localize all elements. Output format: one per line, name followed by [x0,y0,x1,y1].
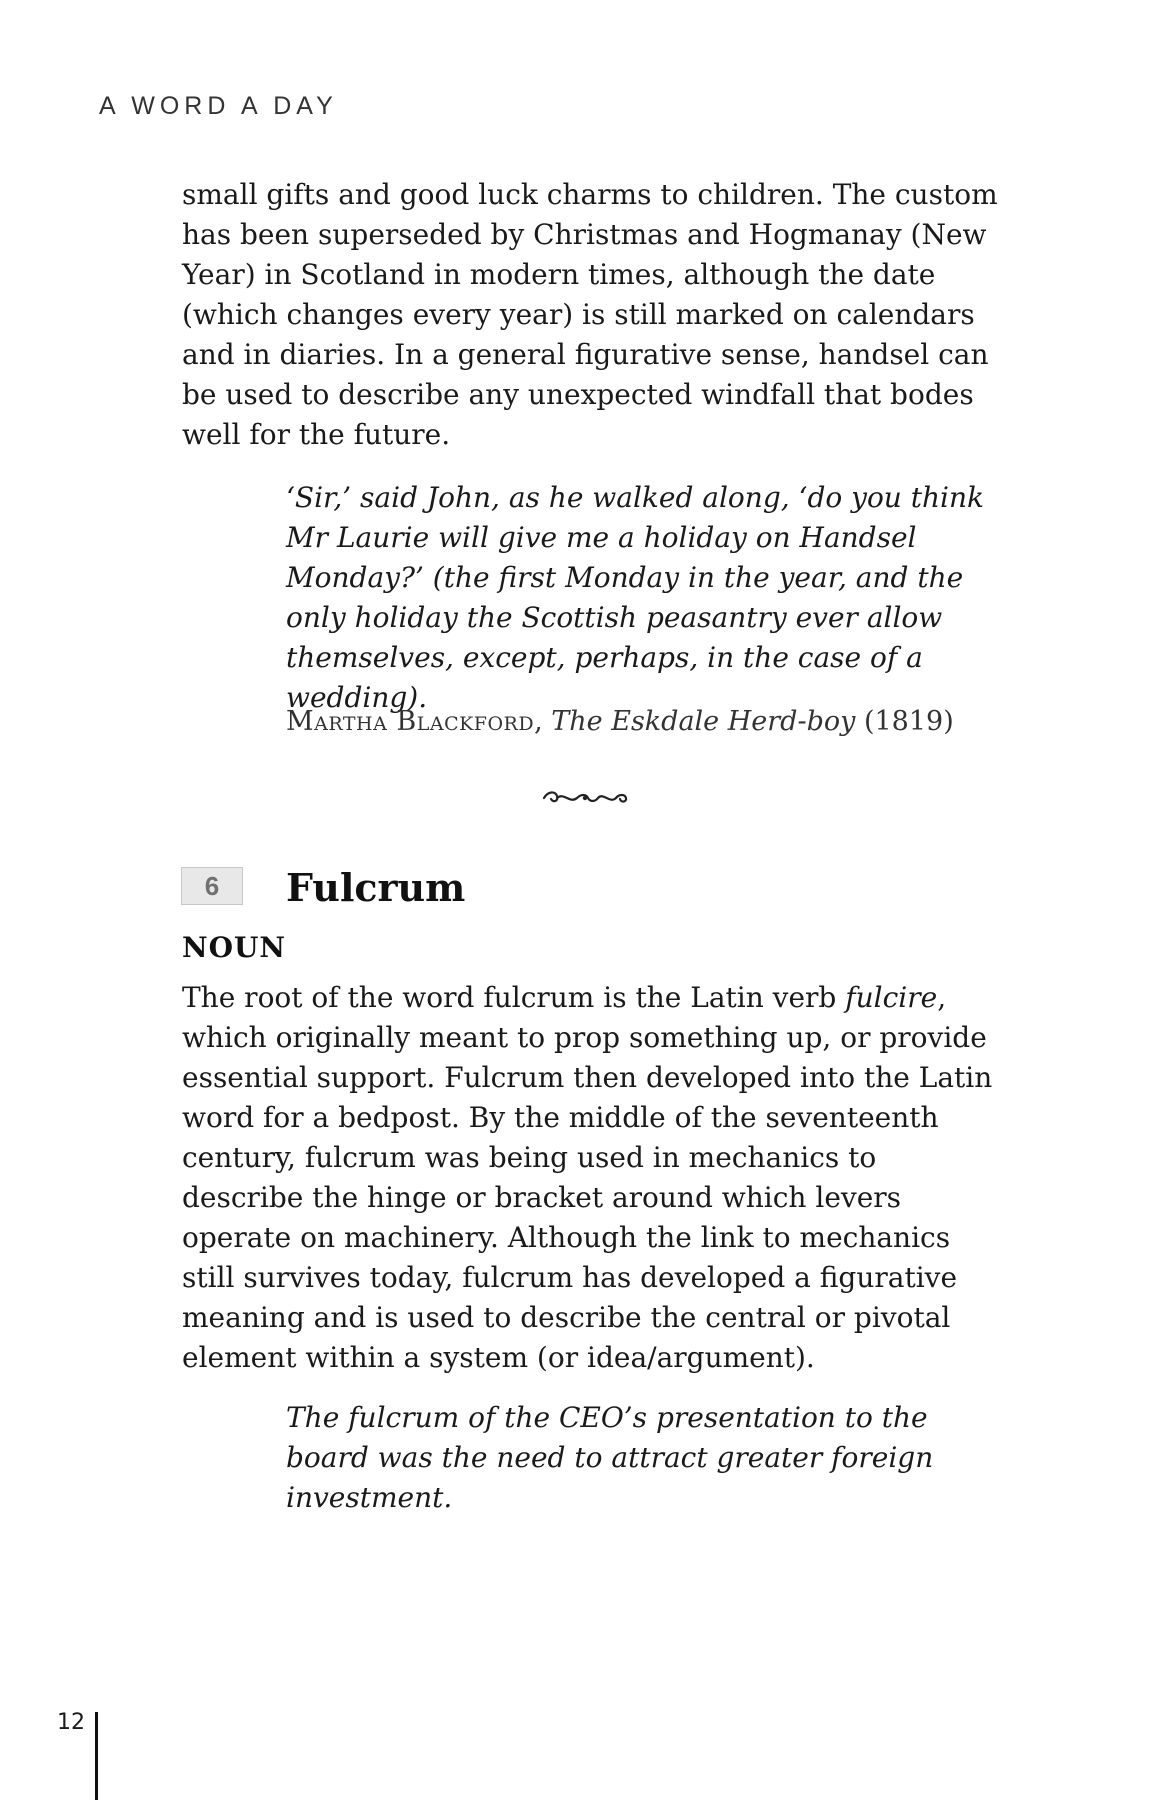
entry-example: The fulcrum of the CEO’s presentation to the board was the need to attract greater foreign investment. [286,1401,934,1514]
definition-text-end: , which originally meant to prop something up, or provide essential support. Fulcrum then developed into the Latin word for a bedpost. By the middle of the seventeenth century, fulcrum was being used in mechanics to describe the hinge or bracket around which levers operate on machinery. Although the link to mechanics still survives today, fulcrum has developed a figurative meaning and is used to describe the central or pivotal element within a system (or idea/argument). [182,981,993,1374]
definition-text-start: The root of the word fulcrum is the Latin verb [182,981,846,1014]
continued-quotation: ‘Sir,’ said John, as he walked along, ‘do you think Mr Laurie will give me a holiday on Handsel Monday?’ (the first Monday in the year, and the only holiday the Scottish peasantry ever allow themselves, except, perhaps, in the case of a wedding). [286,481,984,714]
page-edge-rule [95,1712,98,1800]
definition-latin-term: fulcire [845,981,938,1014]
attribution-year: (1819) [855,706,954,737]
attribution-author: Martha Blackford [286,706,535,737]
quotation-attribution [286,702,954,742]
entry-headword: Fulcrum [286,865,466,910]
entry-part-of-speech: NOUN [182,931,286,964]
entry-number-badge: 6 [181,867,243,905]
entry-definition [182,978,1002,1378]
page-number: 12 [57,1710,85,1735]
attribution-work: The Eskdale Herd-boy [551,706,856,737]
attribution-separator: , [534,706,552,737]
continued-paragraph: small gifts and good luck charms to children. The custom has been superseded by Christmas and Hogmanay (New Year) in Scotland in modern times, although the date (which changes every year) is still marked on calendars and in diaries. In a general figurative sense, handsel can be used to describe any unexpected windfall that bodes well for the future. [182,178,998,451]
running-head: A WORD A DAY [99,92,338,120]
fleuron-divider-icon [540,786,630,810]
